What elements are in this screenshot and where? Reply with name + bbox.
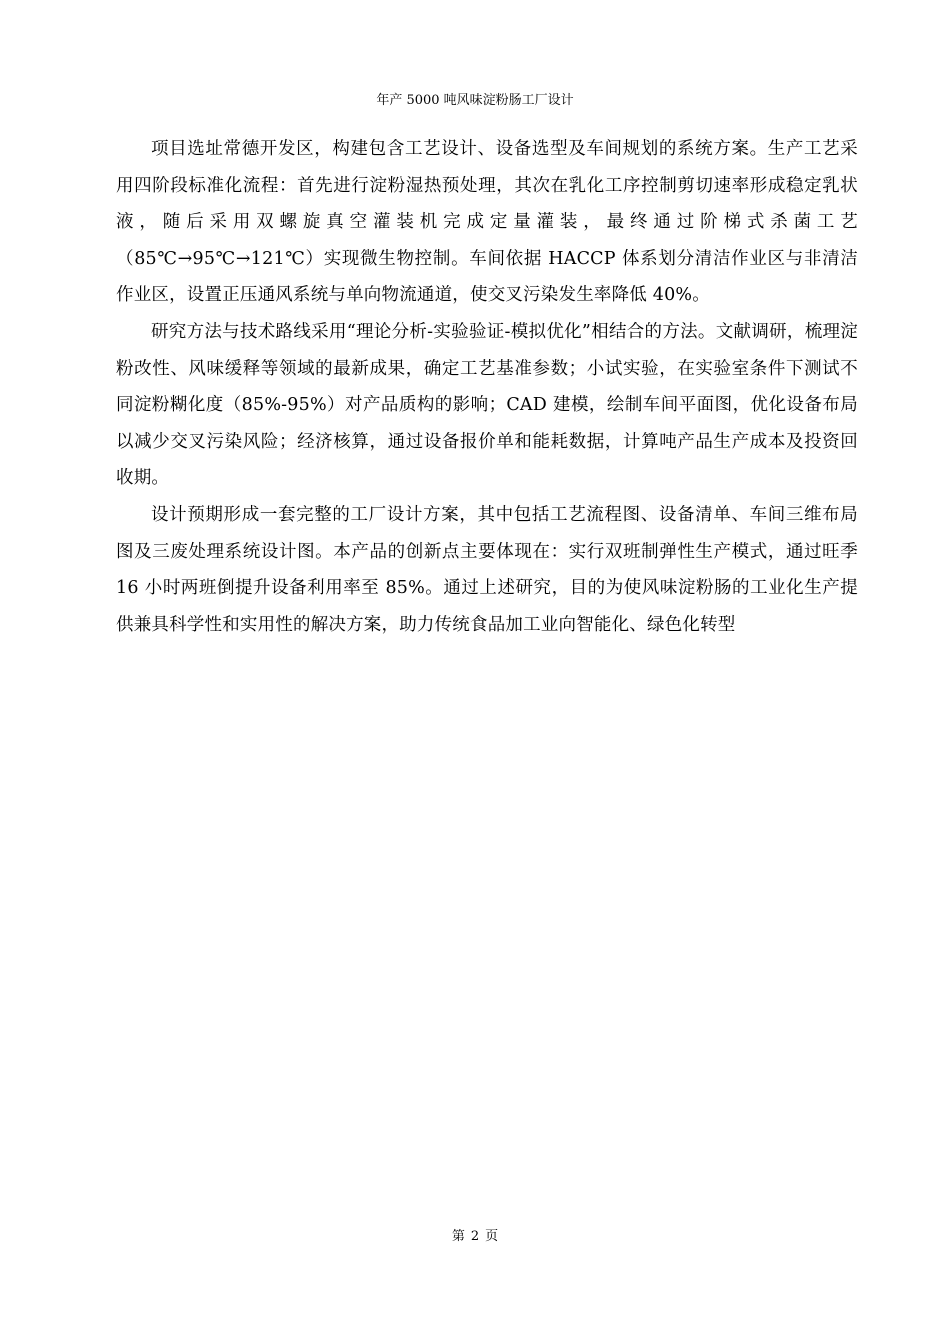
page-label-suffix: 页 xyxy=(485,1229,499,1244)
page-number: 2 xyxy=(470,1229,480,1244)
page-header xyxy=(0,92,950,110)
document-body xyxy=(116,131,858,643)
paragraph-research-methods: 研究方法与技术路线采用“理论分析-实验验证-模拟优化”相结合的方法。文献调研，梳理淀粉改性、风味缓释等领域的最新成果，确定工艺基准参数；小试实验，在实验室条件下测试不同淀粉糊化度（85%-95%）对产品质构的影响；CAD 建模，绘制车间平面图，优化设备布局以减少交叉污染风险；经济核算，通过设备报价单和能耗数据，计算吨产品生产成本及投资回收期。 xyxy=(116,321,858,489)
paragraph-site-and-process: 项目选址常德开发区，构建包含工艺设计、设备选型及车间规划的系统方案。生产工艺采用四阶段标准化流程：首先进行淀粉湿热预处理，其次在乳化工序控制剪切速率形成稳定乳状液，随后采用双螺旋真空灌装机完成定量灌装，最终通过阶梯式杀菌工艺（85℃→95℃→121℃）实现微生物控制。车间依据 HACCP 体系划分清洁作业区与非清洁作业区，设置正压通风系统与单向物流通道，使交叉污染发生率降低 40%。 xyxy=(116,139,858,306)
paragraph-expected-outcomes: 设计预期形成一套完整的工厂设计方案，其中包括工艺流程图、设备清单、车间三维布局图及三废处理系统设计图。本产品的创新点主要体现在：实行双班制弹性生产模式，通过旺季 16 小时两班倒提升设备利用率至 85%。通过上述研究，目的为使风味淀粉肠的工业化生产提供兼具科学性和实用性的解决方案，助力传统食品加工业向智能化、绿色化转型 xyxy=(116,504,858,635)
page-footer xyxy=(0,1228,950,1246)
document-title: 年产 5000 吨风味淀粉肠工厂设计 xyxy=(376,93,574,108)
page-label-prefix: 第 xyxy=(451,1229,465,1244)
